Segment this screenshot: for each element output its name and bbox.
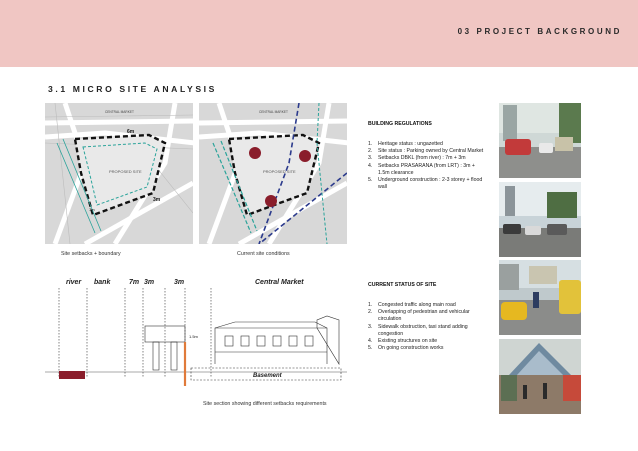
label-central-market: Central Market <box>255 279 304 286</box>
list-item: 4. Existing structures on site <box>368 338 438 345</box>
site-setbacks-map <box>45 103 193 244</box>
label-3m-b: 3m <box>174 279 185 286</box>
existing-structure-marker <box>265 195 277 207</box>
map2-site-label: PROPOSED SITE <box>263 169 296 174</box>
list-item: 5. On going construction works <box>368 345 444 352</box>
list-item: 2. Site status : Parking owned by Central Market <box>368 148 484 155</box>
label-river: river <box>66 279 82 286</box>
site-conditions-map <box>199 103 347 244</box>
label-basement: Basement <box>253 373 282 379</box>
label-1-5m: 1.5m <box>189 334 198 339</box>
map1-caption: Site setbacks + boundary <box>61 251 121 257</box>
list-item: 3. Sidewalk obstruction, taxi stand adding congestion <box>368 323 468 337</box>
map1-setback-3m: 3m <box>153 197 161 203</box>
map1-setback-6m: 6m <box>127 129 135 135</box>
street-photo-market-arch <box>499 339 581 414</box>
existing-structure-marker <box>299 150 311 162</box>
river-block <box>59 371 85 379</box>
map2-central-market-label: CENTRAL MARKET <box>259 110 288 114</box>
current-status-list <box>368 302 486 352</box>
building-regulations-list <box>368 141 486 191</box>
current-status-heading: CURRENT STATUS OF SITE <box>368 282 437 288</box>
list-item: 2. Overlapping of pedestrian and vehicular circulation <box>368 309 470 323</box>
list-item: 4. Setbacks PRASARANA (from LRT) : 3m + 1.5m clearance <box>368 162 475 176</box>
label-7m: 7m <box>129 279 140 286</box>
building-regulations-heading: BUILDING REGULATIONS <box>368 121 432 127</box>
list-item: 3. Setbacks DBKL (from river) : 7m + 3m <box>368 155 466 162</box>
map1-central-market-label: CENTRAL MARKET <box>105 110 134 114</box>
map1-setback-7m: 7m <box>89 207 95 212</box>
page-title: 03 PROJECT BACKGROUND <box>457 27 622 36</box>
site-section-drawing <box>45 268 347 394</box>
map2-caption: Current site conditions <box>237 251 290 257</box>
header-band <box>0 0 638 67</box>
label-bank: bank <box>94 279 111 286</box>
street-photo-traffic <box>499 103 581 178</box>
street-photo-cars <box>499 182 581 257</box>
label-3m: 3m <box>144 279 155 286</box>
existing-structure-marker <box>249 147 261 159</box>
site-section-caption: Site section showing different setbacks requirements <box>203 401 327 407</box>
list-item: 5. Underground construction : 2-3 storey + flood wall <box>368 177 483 191</box>
street-photo-taxi <box>499 260 581 335</box>
section-title: 3.1 MICRO SITE ANALYSIS <box>48 84 217 94</box>
list-item: 1. Heritage status : ungazetted <box>368 141 443 147</box>
map1-site-label: PROPOSED SITE <box>109 169 142 174</box>
list-item: 1. Congested traffic along main road <box>368 302 456 308</box>
